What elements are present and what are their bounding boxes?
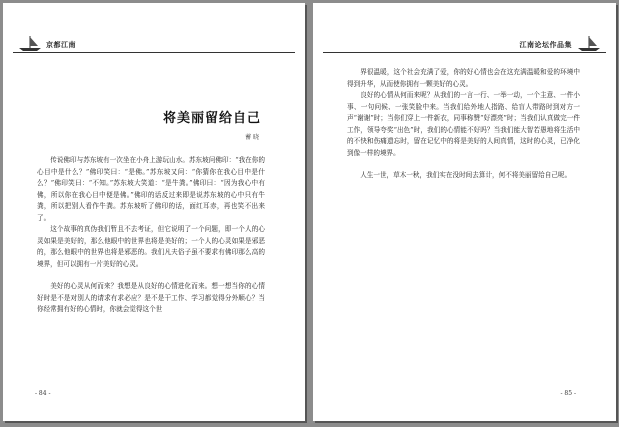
page-number: - 85 - (560, 390, 576, 397)
left-header-text: 京都江南 (46, 40, 76, 49)
left-page-header (13, 31, 295, 53)
right-page-header (323, 31, 606, 53)
right-header-text: 江南论坛作品集 (519, 40, 572, 49)
article-author: 蓄 晓 (245, 134, 259, 141)
article-title: 将美丽留给自己 (162, 111, 261, 126)
right-body-text (347, 67, 580, 182)
boat-icon (576, 34, 602, 52)
paragraph: 人生一世，草木一秋，我们实在没时间去算计，何不将美丽留给自己呢。 (360, 171, 572, 179)
boat-icon (17, 34, 43, 52)
paragraph: 良好的心情从何而来呢？从我们的一言一行、一举一动，一个主意、一件小事、一句问候、一张笑脸中来。当我们给外地人指路、给盲人带路时到对方一声“谢谢”时；当你们穿上一件新衣，同事称赞“好漂亮”时；当我们认真做完一件工作，领导夸奖“出色”时，我们的心情能不好吗？当我们能大智若愚地将生活中的不快和伤痛遗忘时，留在记忆中的将是美好的人间真情，这时的心灵，已净化到像一样的境界。 (347, 91, 580, 157)
header-divider (13, 52, 295, 53)
right-page (313, 3, 616, 421)
header-divider (323, 52, 606, 53)
paragraph: 界很温暖，这个社会充满了爱，你的好心情也会在这充满温暖和爱的环境中得到升华，从而使你拥有一颗美好的心灵。 (347, 68, 580, 88)
paragraph: 这个故事的真伪我们暂且不去考证，但它说明了一个问题，即一个人的心灵如果是美好的，那么他眼中的世界也将是美好的；一个人的心灵如果是邪恶的，那么他眼中的世界也将是邪恶的。我们凡夫俗子虽不要求有佛印那么高的境界，但可以拥有一片美好的心灵。 (37, 225, 265, 268)
paragraph: 美好的心灵从何而来？我想是从良好的心情进化而来。想一想当你的心情好时是不是对别人的请求有求必应？是不是干工作、学习都觉得分外顺心？当你经常拥有好的心情时，你就会觉得这个世 (37, 282, 265, 313)
left-body-text (37, 155, 265, 316)
page-number: - 84 - (35, 390, 51, 397)
paragraph: 传说佛印与苏东坡有一次坐在小舟上游玩山水。苏东坡问佛印：“我在你的心目中是什么？”佛印笑曰：“是佛。”苏东坡又问：“你猜你在我心目中是什么？”佛印笑曰：“不知。”苏东坡大笑道：“是牛粪。”佛印曰：“因为我心中有佛，所以你在我心目中便是佛。”佛印的话反过来即是说苏东坡的心中只有牛粪，所以把别人看作牛粪。苏东坡听了佛印的话，面红耳赤，再也笑不出来了。 (37, 156, 265, 222)
left-page (3, 3, 305, 421)
